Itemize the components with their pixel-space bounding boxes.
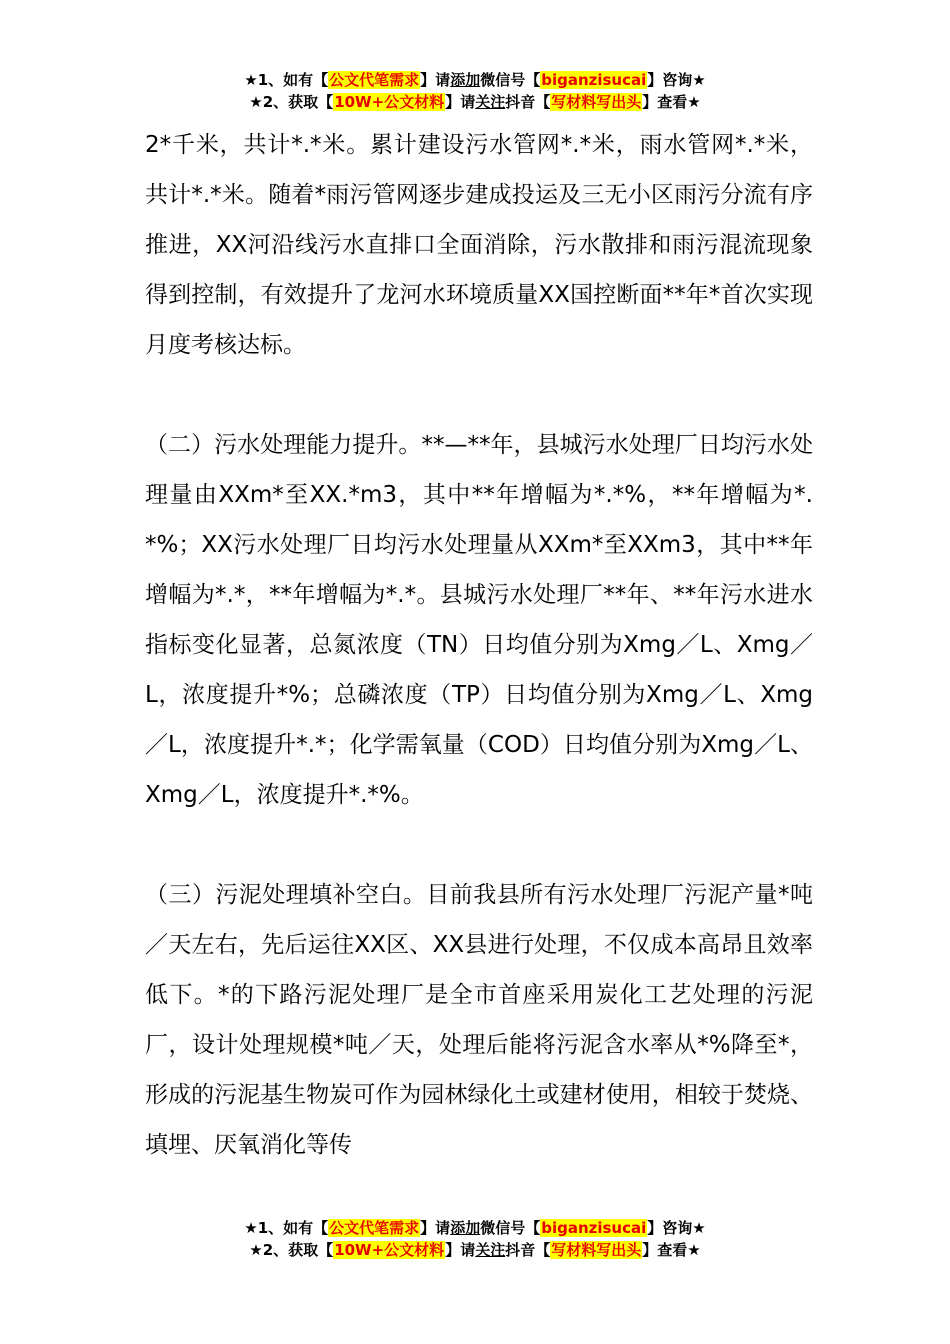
footer-banner	[0, 1217, 950, 1261]
banner-text: 】查看★	[642, 1241, 701, 1259]
banner-underlined: 添加	[450, 71, 481, 89]
banner-text: 】咨询★	[647, 71, 706, 89]
banner-text: 】请	[445, 93, 476, 111]
banner-text: 微信号【	[480, 71, 541, 89]
banner-highlight: 写材料写出头	[551, 93, 642, 111]
banner-text: 抖音【	[505, 1241, 551, 1259]
banner-text: 】请	[420, 71, 451, 89]
paragraph-gap	[145, 370, 813, 420]
banner-highlight: 公文代笔需求	[329, 71, 420, 89]
banner-text: ★2、获取【	[249, 93, 334, 111]
banner-text: 微信号【	[480, 1219, 541, 1237]
banner-line-2	[0, 91, 950, 113]
paragraph-2: （二）污水处理能力提升。**—**年，县城污水处理厂日均污水处理量由XXm*至XX.*m3，其中**年增幅为*.*%，**年增幅为*.*%；XX污水处理厂日均污水处理量从XXm*至XXm3，其中**年增幅为*.*，**年增幅为*.*。县城污水处理厂**年、**年污水进水指标变化显著，总氮浓度（TN）日均值分别为Xmg／L、Xmg／L，浓度提升*%；总磷浓度（TP）日均值分别为Xmg／L、Xmg／L，浓度提升*.*；化学需氧量（COD）日均值分别为Xmg／L、Xmg／L，浓度提升*.*%。	[145, 432, 813, 808]
banner-line-2	[0, 1239, 950, 1261]
banner-highlight: 写材料写出头	[551, 1241, 642, 1259]
banner-text: ★1、如有【	[244, 71, 329, 89]
banner-text: 】查看★	[642, 93, 701, 111]
paragraph-3: （三）污泥处理填补空白。目前我县所有污水处理厂污泥产量*吨／天左右，先后运往XX区、XX县进行处理，不仅成本高昂且效率低下。*的下路污泥处理厂是全市首座采用炭化工艺处理的污泥厂，设计处理规模*吨／天，处理后能将污泥含水率从*%降至*，形成的污泥基生物炭可作为园林绿化土或建材使用，相较于焚烧、填埋、厌氧消化等传	[145, 882, 813, 1158]
banner-highlight: biganzisucai	[541, 1219, 647, 1237]
paragraph-1: 2*千米，共计*.*米。累计建设污水管网*.*米，雨水管网*.*米，共计*.*米。随着*雨污管网逐步建成投运及三无小区雨污分流有序推进，XX河沿线污水直排口全面消除，污水散排和雨污混流现象得到控制，有效提升了龙河水环境质量XX国控断面**年*首次实现月度考核达标。	[145, 132, 813, 358]
banner-underlined: 关注	[475, 93, 506, 111]
paragraph-gap	[145, 820, 813, 870]
banner-line-1	[0, 1217, 950, 1239]
banner-highlight: 10W+公文材料	[334, 1241, 445, 1259]
banner-highlight: 10W+公文材料	[334, 93, 445, 111]
header-banner	[0, 69, 950, 113]
banner-text: ★2、获取【	[249, 1241, 334, 1259]
banner-underlined: 关注	[475, 1241, 506, 1259]
banner-text: 】咨询★	[647, 1219, 706, 1237]
banner-text: 】请	[420, 1219, 451, 1237]
document-body	[145, 120, 813, 1170]
banner-highlight: biganzisucai	[541, 71, 647, 89]
banner-text: 】请	[445, 1241, 476, 1259]
banner-highlight: 公文代笔需求	[329, 1219, 420, 1237]
banner-text: 抖音【	[505, 93, 551, 111]
banner-underlined: 添加	[450, 1219, 481, 1237]
banner-line-1	[0, 69, 950, 91]
banner-text: ★1、如有【	[244, 1219, 329, 1237]
